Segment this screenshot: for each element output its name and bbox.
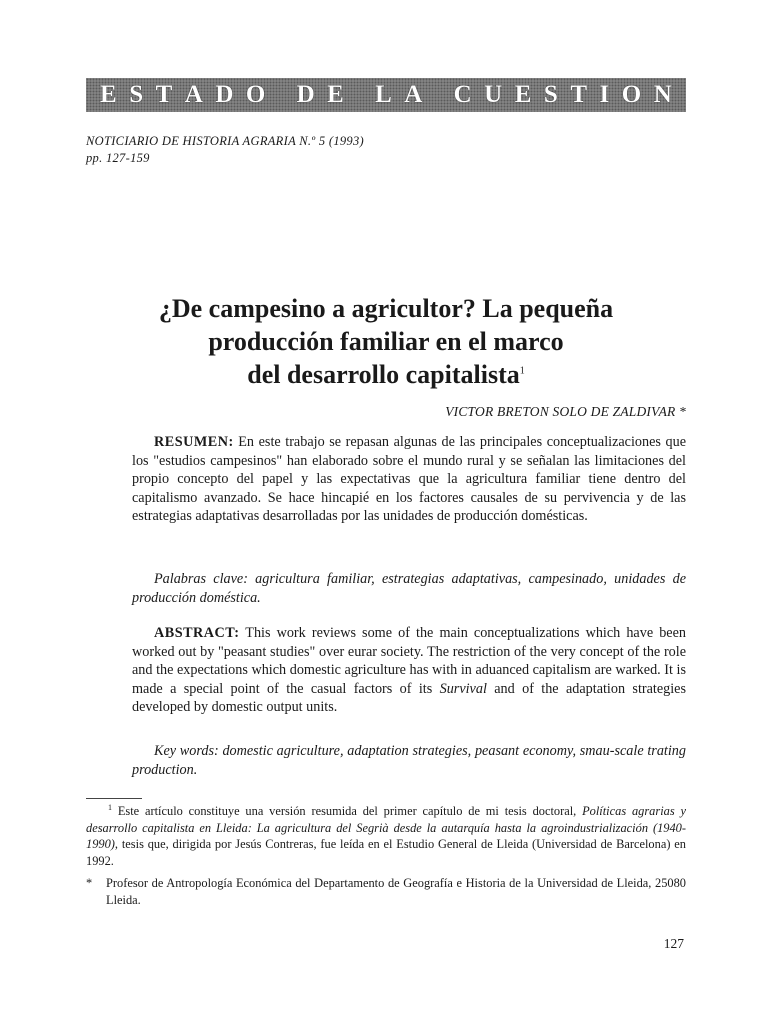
banner-letter: T	[570, 81, 588, 108]
banner-letter: E	[100, 81, 117, 108]
keywords-english-text: Key words: domestic agriculture, adaptation strategies, peasant economy, smau-scale trating production.	[132, 743, 686, 778]
footnote-1-thesis-title: Políticas agrarias y desarrollo capitalista en Lleida: La agricultura del Segrià desde la autarquía hasta la agroindustrialización (1940-1990)	[86, 804, 686, 852]
abstract-label: ABSTRACT:	[154, 625, 240, 641]
banner-letter: O	[245, 81, 266, 108]
title-line-3	[86, 358, 686, 391]
title-footnote-mark[interactable]: 1	[519, 365, 525, 377]
keywords-spanish	[132, 570, 686, 607]
section-banner	[86, 78, 686, 112]
banner-letter: A	[404, 81, 423, 108]
page-number: 127	[663, 936, 684, 951]
journal-pages: pp. 127-159	[86, 151, 150, 165]
title-line-2: producción familiar en el marco	[208, 327, 564, 356]
keywords-spanish-text: Palabras clave: agricultura familiar, estrategias adaptativas, campesinado, unidades de producción doméstica.	[132, 571, 686, 606]
footnotes	[86, 803, 686, 915]
banner-letter: N	[653, 81, 672, 108]
footnote-author-text: Profesor de Antropología Económica del Departamento de Geografía e Historia de la Universidad de Lleida, 25080 Lleida.	[106, 876, 686, 907]
footnote-1-number: 1	[108, 802, 112, 812]
keywords-english	[132, 742, 686, 779]
abstract-paragraph	[132, 624, 686, 717]
banner-letter: E	[514, 81, 532, 108]
banner-space	[278, 81, 284, 109]
abstract-text-2: and of the adaptation strategies developed by domestic output units.	[132, 680, 686, 716]
footnote-1-text-b: , tesis que, dirigida por Jesús Contreras, fue leída en el Estudio General de Lleida (Universidad de Barcelona) en 1992.	[86, 837, 686, 868]
banner-letter: S	[543, 81, 558, 108]
footnote-1-text-a: Este artículo constituye una versión resumida del primer capítulo de mi tesis doctoral,	[112, 804, 583, 818]
banner-letter: U	[484, 81, 503, 108]
title-line-1: ¿De campesino a agricultor? La pequeña	[158, 294, 614, 323]
banner-letter: I	[599, 81, 610, 108]
title-line-3-text: del desarrollo capitalista	[247, 360, 520, 389]
banner-letter: C	[453, 81, 472, 108]
abstract-italic-term: Survival	[439, 680, 487, 697]
banner-space	[356, 81, 362, 109]
banner-letter: O	[621, 81, 642, 108]
footnote-1	[86, 803, 686, 869]
article-title	[86, 292, 686, 391]
banner-letter: L	[375, 81, 392, 108]
footnote-author-mark: *	[86, 876, 93, 891]
banner-letter: D	[215, 81, 234, 108]
resumen-paragraph	[132, 433, 686, 526]
footnote-author	[86, 875, 686, 908]
banner-letter: A	[184, 81, 203, 108]
banner-letter: T	[155, 81, 173, 108]
journal-citation	[86, 133, 364, 167]
banner-letter: S	[129, 81, 144, 108]
resumen-text: En este trabajo se repasan algunas de las principales conceptualizaciones que los "estudios campesinos" han elaborado sobre el mundo rural y se señalan las limitaciones del propio concepto del papel y las expectativas que la agricultura familiar tiene dentro del capitalismo avanzado. Se hace hincapié en los factores causales de su pervivencia y de las estrategias adaptativas desarrolladas por las unidades de producción domésticas.	[132, 434, 686, 525]
banner-letter: D	[296, 81, 315, 108]
banner-letter: E	[327, 81, 344, 108]
abstract-text-1: This work reviews some of the main conceptualizations which have been worked out by "peasant studies" over eurar society. The restriction of the very concept of the role and the expectations which domestic agriculture has with in aduanced capitalism are warked. It is made a special point of the casual factors of its	[132, 625, 686, 697]
resumen-label: RESUMEN:	[154, 434, 234, 450]
author-name: VICTOR BRETON SOLO DE ZALDIVAR *	[445, 404, 686, 419]
banner-space	[435, 81, 441, 109]
journal-name: NOTICIARIO DE HISTORIA AGRARIA N.º 5 (1993)	[86, 134, 364, 148]
footnote-divider	[86, 798, 142, 799]
